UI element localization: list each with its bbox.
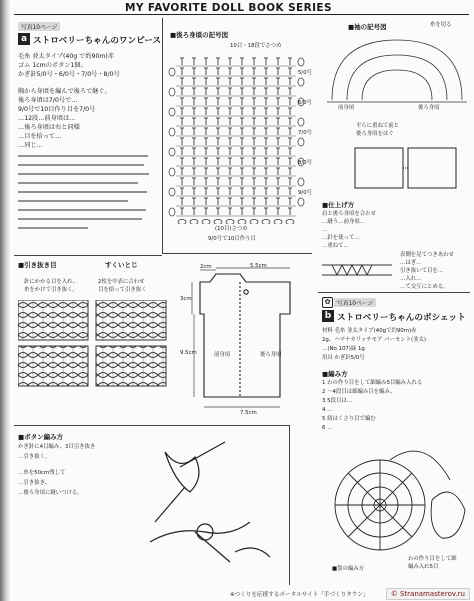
chart-turning-chain [169,108,175,116]
chart-turning-chain [298,78,304,86]
step-b: 3 5段目は… [322,398,353,404]
stitch-note: 針にかかる目を入れ、 [24,279,79,285]
chart-caption: 10目・18段でさつめ [230,43,282,49]
chart-row-label: 5/0号 [298,70,313,76]
sukui-heading: すくいとじ [105,261,138,269]
chart-turning-chain [298,138,304,146]
page-footer: ※つくりを応援するポータルサイト「手づくりタウン」 [230,592,369,598]
chart-turning-chain [298,58,304,66]
sleeve-label: 糸を切る [430,22,452,28]
finish-side: …入れ… [400,276,422,282]
chart-turning-chain [298,198,304,206]
knot-step: …後ろ身頃に縫いつける。 [18,490,83,496]
sleeve-stitch-chart [322,30,472,115]
finish-side: 表側を見てつきあわせ [400,252,454,258]
step-b: 4 … [322,407,333,413]
knot-step: …引き抜く。 [18,454,51,460]
sleeve-label: 後ろ身頃 [418,105,440,111]
stitch-swatch-illustration [18,300,168,390]
step-line: …後ろ身頃は右と同様 [18,124,80,131]
pattern-title-b: ストロベリーちゃんのポシェット [337,313,466,323]
part-label: 後ろ身頃 [260,352,282,358]
chart-turning-chain [298,178,304,186]
step-b: 2 ～4段目は細編み目を編み、 [322,389,396,395]
step-line: …同じ… [18,142,43,149]
chart-title: ■後ろ身頃の記号図 [170,31,229,39]
sleeve-label: 前身頃 [338,105,355,111]
chart-foundation-chain [238,220,246,225]
chart-turning-chain [169,68,175,76]
material-line: かぎ針5/0号・6/0号・7/0号・8/0号 [18,71,120,78]
finish-line: … [322,227,328,233]
steps-heading-b: ■編み方 [322,370,348,378]
stitch-heading: ■引き抜き目 [18,261,57,269]
chart-foundation-chain [178,220,186,225]
finish-heading: ■仕上げ方 [322,201,355,209]
pochette-note: 編み入れ5目 [408,564,439,570]
step-line: …目を拾って… [18,133,62,140]
chart-turning-chain [169,168,175,176]
knot-heading: ■ボタン編み方 [18,433,64,441]
pattern-letter-b: b [322,310,334,322]
dress-schematic [180,262,320,422]
chart-bottom-label: 9/0号で10目作り目 [208,236,256,242]
crochet-stitch-chart [168,52,316,224]
header-rule [14,14,469,15]
body-text-block [18,152,153,252]
button-knot-illustration [135,432,285,582]
chart-bottom-note: (10目)さつめ [215,226,248,232]
step-line: …12段…前身頃は… [18,115,76,122]
material-line: 毛糸 並太タイプ(40g で約90m)赤 [18,53,115,60]
pattern-letter-a: a [18,33,30,45]
dim-label: 2cm [200,264,212,270]
sleeve-note: 平らに重ねて前と [356,123,399,129]
assembly-diagram [350,140,465,195]
knot-step: …引き抜き、 [18,480,51,486]
chart-turning-chain [298,118,304,126]
column-rule [162,18,163,253]
section-rule [318,292,470,293]
sleeve-title: ■袖の記号図 [348,23,387,31]
step-b: 5 紐はくさり目で編む [322,416,376,422]
knot-step: かぎ針に4目編み、3目引き抜き [18,444,96,450]
finish-line: …縫う…前身頃… [322,219,366,225]
dim-label: 3cm [180,296,192,302]
step-b: 1 わの作り目をして細編み5目編み入れる [322,380,423,386]
column-rule [289,425,290,585]
chart-row-label: 7/0号 [298,130,313,136]
flower-icon: ✿ [322,297,333,308]
chart-row-label: 9/0号 [298,190,313,196]
dim-label: 9.5cm [180,350,197,356]
stitch-note: 糸をかけて引き抜く。 [24,287,78,293]
step-line: 後ろ身頃は7/0号で… [18,97,78,104]
dim-label: 5.5cm [250,263,267,269]
chart-row-label: 8/0号 [298,160,313,166]
book-spine [0,0,10,601]
chart-foundation-chain [250,220,258,225]
finish-line: …重ねて… [322,243,349,249]
material-line-b: …(No.107)緑 1g [322,346,365,352]
pochette-note: ■袋の編み方 [332,566,365,572]
knot-step: …糸を50cm残して [18,470,66,476]
dim-label: 7.5cm [240,410,257,416]
pochette-circle-chart [330,440,470,575]
chart-turning-chain [169,148,175,156]
sleeve-note: 後ろ身頃をはぐ [356,131,394,137]
chart-turning-chain [169,188,175,196]
finish-side: 引き抜いて目を… [400,268,444,274]
material-line-b: 2g、ハマナカリッチモア パーセント(並太) [322,337,426,343]
step-line: 胸から身頃を編んで後ろで継ぐ。 [18,88,111,95]
photo-ref-a: 写真10ページ [18,22,60,31]
chart-turning-chain [169,128,175,136]
finish-side: …はぎ… [400,260,422,266]
chart-turning-chain [169,88,175,96]
chart-foundation-chain [226,220,234,225]
part-label: 前身頃 [214,352,231,358]
watermark: © Stranamasterov.ru [386,588,470,600]
chart-turning-chain [169,208,175,216]
finish-line: 肩と後ろ身頃を合わせ [322,211,376,217]
finish-side: …て交互にとめる。 [400,284,449,290]
seam-illustration [322,255,397,285]
sukui-note: 目を拾って引き抜く [98,287,147,293]
chart-foundation-chain [190,220,198,225]
pattern-title-a: ストロベリーちゃんのワンピース [33,36,162,46]
sukui-note: 2枚を中表に合わせ [98,279,145,285]
step-line: 9/0号で10目作り目を7/0号 [18,106,96,113]
chart-foundation-chain [202,220,210,225]
section-rule [162,253,312,254]
series-title: MY FAVORITE DOLL BOOK SERIES [125,2,332,14]
photo-ref-b: 写真10ページ [334,298,376,307]
chart-foundation-chain [214,220,222,225]
step-b: 6 … [322,425,333,431]
chart-row-label: 6/0号 [298,100,313,106]
section-rule [14,255,162,256]
finish-line: …針を使って… [322,235,360,241]
material-line: ゴム 1cmのボタン1個。 [18,62,87,69]
section-rule [14,425,289,426]
pochette-note: わの作り目をして細 [408,556,457,562]
material-line-b: 材料 毛糸 並太タイプ(40gで約90m)赤 [322,328,417,334]
material-line-b: 用具 かぎ針5/0号 [322,355,365,361]
chart-foundation-chain [262,220,270,225]
chart-foundation-chain [286,220,294,225]
chart-foundation-chain [274,220,282,225]
